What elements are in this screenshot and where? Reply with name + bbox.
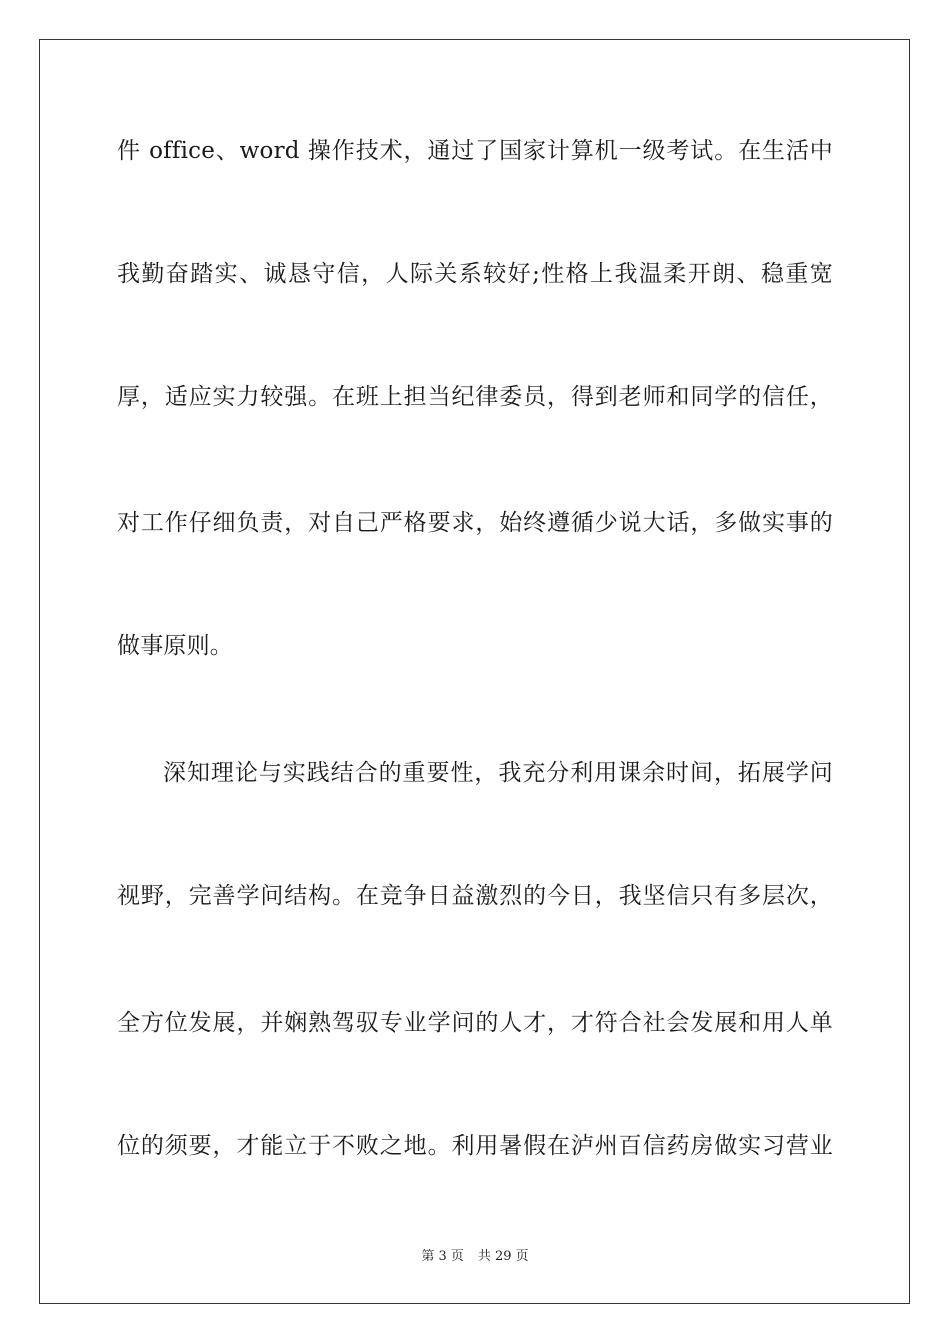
body-line-7: 视野，完善学问结构。在竞争日益激烈的今日，我坚信只有多层次， (117, 883, 833, 909)
body-line-5: 做事原则。 (117, 633, 233, 659)
body-line-1: 件 office、word 操作技术，通过了国家计算机一级考试。在生活中 (117, 138, 833, 164)
body-line-9: 位的须要，才能立于不败之地。利用暑假在泸州百信药房做实习营业 (117, 1133, 833, 1159)
body-line-4: 对工作仔细负责，对自己严格要求，始终遵循少说大话，多做实事的 (117, 510, 833, 536)
body-line-8: 全方位发展，并娴熟驾驭专业学问的人才，才符合社会发展和用人单 (117, 1010, 833, 1036)
body-line-2: 我勤奋踏实、诚恳守信，人际关系较好;性格上我温柔开朗、稳重宽 (117, 261, 833, 287)
page-number: 第 3 页 (421, 1249, 464, 1264)
page-total: 共 29 页 (477, 1249, 529, 1264)
body-line-6: 深知理论与实践结合的重要性，我充分利用课余时间，拓展学问 (163, 760, 833, 786)
body-line-3: 厚，适应实力较强。在班上担当纪律委员，得到老师和同学的信任， (117, 384, 833, 410)
page-frame (39, 39, 910, 1304)
page-footer (0, 1248, 950, 1266)
